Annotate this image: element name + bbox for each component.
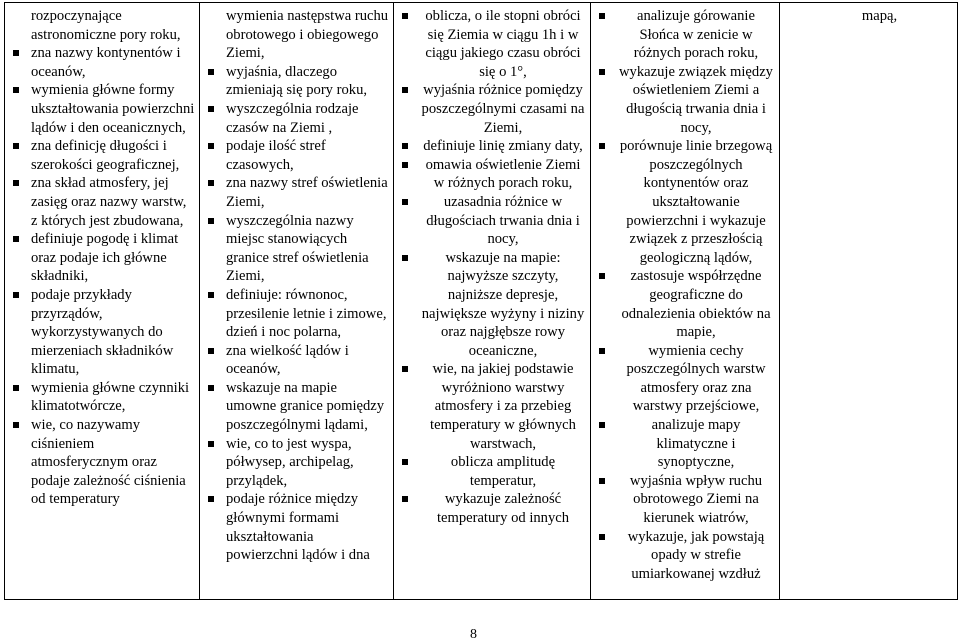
list-item: porównuje linie brzegową poszczególnych kontynentów oraz ukształtowanie powierzchni i wykazuje związek z przeszłością geologiczną lądów,: [595, 137, 775, 267]
list-item: zna nazwy kontynentów i oceanów,: [9, 44, 195, 81]
list-item: uzasadnia różnice w długościach trwania dnia i nocy,: [398, 193, 586, 249]
list-item: wymienia następstwa ruchu obrotowego i obiegowego Ziemi,: [226, 8, 389, 62]
list-item: omawia oświetlenie Ziemi w różnych porach roku,: [398, 156, 586, 193]
list-item: wskazuje na mapie: najwyższe szczyty, najniższe depresje, największe wyżyny i niziny oraz najgłębsze rowy oceaniczne,: [398, 249, 586, 361]
column-cell-3: [394, 3, 591, 600]
list-item: wie, na jakiej podstawie wyróżniono warstwy atmosfery i za przebieg temperatury w głównych warstwach,: [398, 360, 586, 453]
list-item: podaje ilość stref czasowych,: [204, 137, 389, 174]
list-item: wyjaśnia różnice pomiędzy poszczególnymi czasami na Ziemi,: [398, 81, 586, 137]
list-item: analizuje mapy klimatyczne i synoptyczne,: [595, 416, 775, 472]
list-item: oblicza, o ile stopni obróci się Ziemia w ciągu 1h i w ciągu jakiego czasu obróci się o 1°,: [398, 7, 586, 81]
list-item: wyjaśnia wpływ ruchu obrotowego Ziemi na kierunek wiatrów,: [595, 472, 775, 528]
column-cell-4: [591, 3, 780, 600]
list-item: zna wielkość lądów i oceanów,: [204, 342, 389, 379]
list-item: wyszczególnia nazwy miejsc stanowiących granice stref oświetlenia Ziemi,: [204, 212, 389, 286]
list-item: definiuje pogodę i klimat oraz podaje ich główne składniki,: [9, 230, 195, 286]
item-list: [784, 7, 953, 26]
list-item: mapą,: [861, 8, 898, 24]
list-item: podaje przykłady przyrządów, wykorzystywanych do mierzeniach składników klimatu,: [9, 286, 195, 379]
list-item: definiuje: równonoc, przesilenie letnie i zimowe, dzień i noc polarna,: [204, 286, 389, 342]
table-row: [5, 3, 958, 600]
list-item: wie, co to jest wyspa, półwysep, archipelag, przylądek,: [204, 435, 389, 491]
list-item: wykazuje związek między oświetleniem Ziemi a długością trwania dnia i nocy,: [595, 63, 775, 137]
list-item: rozpoczynające astronomiczne pory roku,: [31, 8, 181, 43]
item-list: [595, 7, 775, 583]
list-item: wyszczególnia rodzaje czasów na Ziemi ,: [204, 100, 389, 137]
list-item: definiuje linię zmiany daty,: [398, 137, 586, 156]
list-item: oblicza amplitudę temperatur,: [398, 453, 586, 490]
list-item: wymienia główne formy ukształtowania powierzchni lądów i den oceanicznych,: [9, 81, 195, 137]
item-list: [9, 7, 195, 509]
list-item: zna skład atmosfery, jej zasięg oraz nazwy warstw, z których jest zbudowana,: [9, 174, 195, 230]
list-item: podaje różnice między głównymi formami ukształtowania powierzchni lądów i dna: [204, 490, 389, 564]
list-item: wykazuje, jak powstają opady w strefie umiarkowanej wzdłuż: [595, 528, 775, 584]
item-list: [204, 7, 389, 565]
requirements-table: [4, 2, 958, 600]
page-number: 8: [470, 627, 477, 642]
list-item: wyjaśnia, dlaczego zmieniają się pory roku,: [204, 63, 389, 100]
list-item: analizuje górowanie Słońca w zenicie w różnych porach roku,: [595, 7, 775, 63]
column-cell-1: [5, 3, 200, 600]
list-item: zna nazwy stref oświetlenia Ziemi,: [204, 174, 389, 211]
list-item: zna definicję długości i szerokości geograficznej,: [9, 137, 195, 174]
list-item: wykazuje zależność temperatury od innych: [398, 490, 586, 527]
item-list: [398, 7, 586, 528]
list-item: wie, co nazywamy ciśnieniem atmosferycznym oraz podaje zależność ciśnienia od temperatury: [9, 416, 195, 509]
list-item: wymienia główne czynniki klimatotwórcze,: [9, 379, 195, 416]
list-item: zastosuje współrzędne geograficzne do odnalezienia obiektów na mapie,: [595, 267, 775, 341]
column-cell-2: [200, 3, 394, 600]
list-item: wymienia cechy poszczególnych warstw atmosfery oraz zna warstwy przejściowe,: [595, 342, 775, 416]
column-cell-5: [780, 3, 958, 600]
list-item: wskazuje na mapie umowne granice pomiędzy poszczególnymi lądami,: [204, 379, 389, 435]
